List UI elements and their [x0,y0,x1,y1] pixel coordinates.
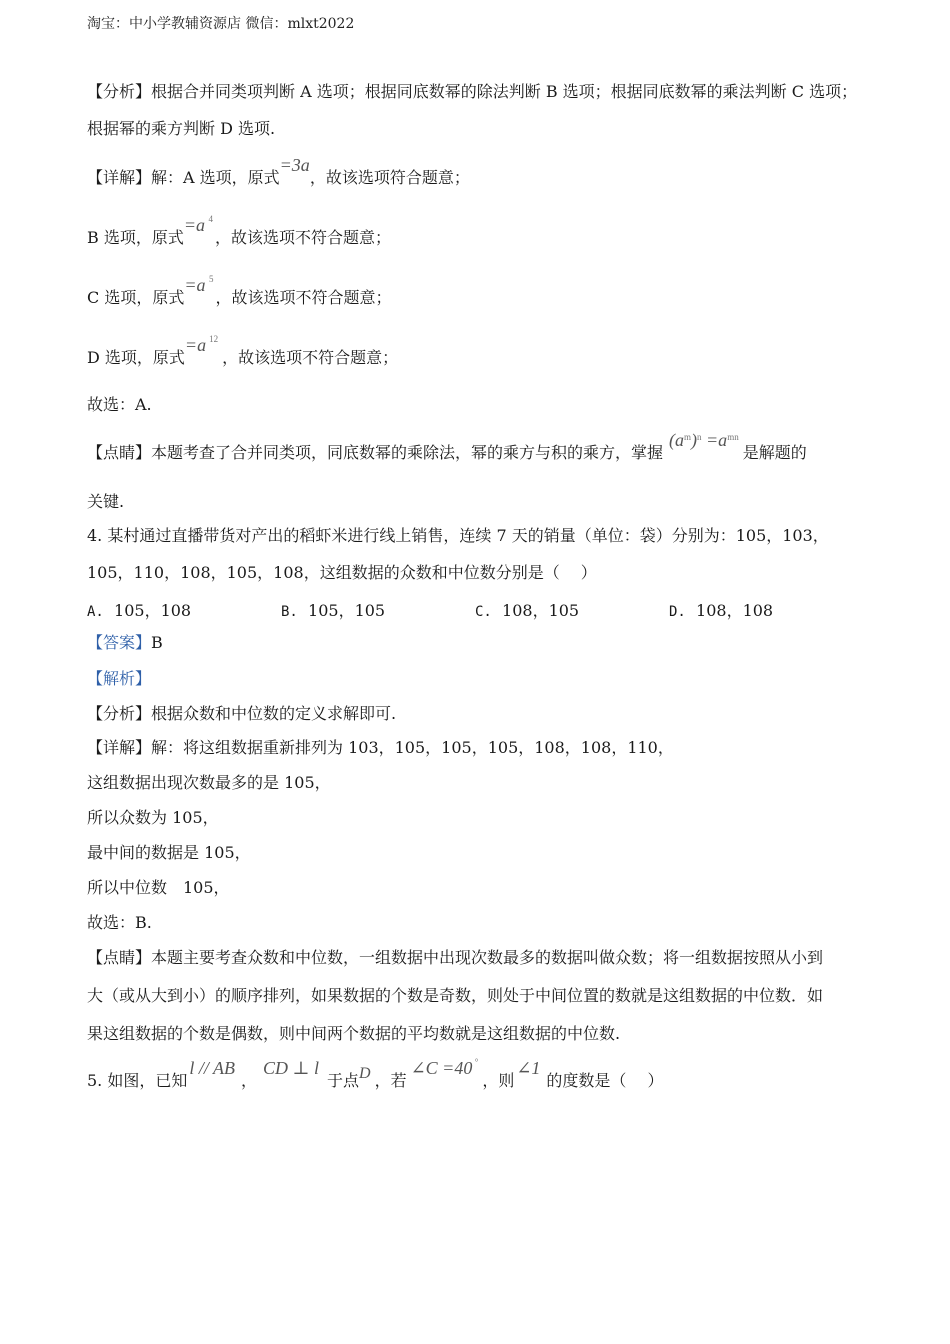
q3-point-formula [669,430,739,453]
q3-c-formula [184,274,214,295]
q4-option-b [281,598,385,621]
q5-math-angle-1 [516,1058,540,1078]
q4-option-a [87,598,191,621]
q4-stem-line2: 105，110，108，105，108，这组数据的众数和中位数分别是（ ） [87,563,597,582]
q3-point-m1: (a [669,430,685,450]
q4-point-line2: 大（或从大到小）的顺序排列，如果数据的个数是奇数，则处于中间位置的数就是这组数据的中位数．如 [87,986,824,1005]
q5-math-angle-c-text: ∠C =40 [410,1058,473,1078]
q3-detail-b [87,214,392,248]
q4-option-b-key: B. [281,604,298,620]
q4-detail-line4: 最中间的数据是 105， [87,843,251,862]
q5-text-point: 于点 [326,1071,359,1090]
q4-detail-line5: 所以中位数 105， [87,878,230,897]
q4-point-line3: 果这组数据的个数是偶数，则中间两个数据的平均数就是这组数据的中位数. [87,1024,621,1043]
q4-answer-label: 【答案】 [87,633,152,652]
q4-point-line1: 【点睛】本题主要考查众数和中位数，一组数据中出现次数最多的数据叫做众数；将一组数据按照从小到 [87,948,824,967]
q3-b-formula [183,214,214,235]
page-header: 淘宝：中小学教辅资源店 微信：mlxt2022 [87,16,355,32]
q5-prefix: 5. 如图，已知 [87,1071,188,1090]
q4-detail-line3: 所以众数为 105， [87,808,219,827]
q3-point-e3: mn [727,432,739,442]
q3-point-e1: m [684,432,692,442]
q5-sep1: ， [241,1071,258,1090]
q4-option-c-key: C. [475,604,492,620]
q5-math-angle-c [410,1057,479,1078]
q4-option-a-text: 105，108 [114,601,192,620]
q4-option-b-text: 105，105 [308,601,386,620]
q4-analysis: 【分析】根据众数和中位数的定义求解即可. [87,704,397,723]
q4-choose: 故选：B. [87,913,152,932]
q3-d-formula [184,334,219,355]
q5-math-d [359,1064,371,1084]
q3-detail-a-formula [280,155,310,175]
q3-c-math: =a [184,275,206,295]
q5-suffix: 的度数是（ ） [546,1071,664,1090]
q4-detail-line1: 【详解】解：将这组数据重新排列为 103，105，105，105，108，108，110， [87,738,674,757]
q3-d-suffix: ，故该选项不符合题意； [222,348,399,367]
q3-b-math: =a [183,215,206,235]
q3-point-e2: n [697,432,702,442]
q5-math-parallel-text: l // AB [189,1058,236,1078]
q5-math-angle-1-text: ∠1 [516,1058,541,1078]
q3-point-suffix: 是解题的 [742,443,807,462]
q3-analysis-line1: 【分析】根据合并同类项判断 A 选项；根据同底数幂的除法判断 B 选项；根据同底数幂的乘法判断 C 选项； [87,82,858,101]
q4-option-a-key: A. [87,604,104,620]
q3-point-line2: 关键. [87,492,125,511]
q3-analysis-line2: 根据幂的乘方判断 D 选项. [87,119,276,138]
q3-c-prefix: C 选项，原式 [87,288,185,307]
q4-answer [87,633,163,653]
q3-point [87,430,807,465]
q3-point-m2: ) [691,430,698,450]
q4-option-d-key: D. [669,604,686,620]
q3-b-exponent: 4 [208,214,214,224]
q5-text-if: ，若 [374,1071,407,1090]
q5-degree: ° [474,1057,479,1067]
q4-detail-line2: 这组数据出现次数最多的是 105， [87,773,331,792]
q3-d-prefix: D 选项，原式 [87,348,185,367]
q4-answer-value: B [151,633,163,652]
q4-jiexi-label: 【解析】 [87,669,152,688]
q3-detail-a-prefix: 【详解】解：A 选项，原式 [87,168,280,187]
q5-stem [87,1057,664,1092]
q4-option-c [475,598,579,621]
q3-point-prefix: 【点睛】本题考查了合并同类项，同底数幂的乘除法，幂的乘方与积的乘方，掌握 [87,443,664,462]
q3-d-math: =a [184,335,207,355]
q3-choose: 故选：A. [87,395,152,414]
q4-option-c-text: 108，105 [502,601,580,620]
q3-d-exponent: 12 [209,334,219,344]
q3-detail-a [87,155,470,188]
q3-c-suffix: ，故该选项不符合题意； [215,288,392,307]
q3-detail-d [87,334,399,368]
q3-c-exponent: 5 [209,274,214,284]
q3-point-m3: =a [701,430,728,450]
q3-b-prefix: B 选项，原式 [87,228,184,247]
q4-option-d [669,598,773,621]
q5-text-then: ，则 [482,1071,515,1090]
q4-option-d-text: 108，108 [696,601,774,620]
q5-math-parallel [189,1058,235,1078]
q5-math-d-text: D [359,1065,371,1082]
q3-detail-a-suffix: ，故该选项符合题意； [309,168,470,187]
q5-math-perpendicular [263,1058,319,1078]
q5-math-perpendicular-text: CD ⊥ l [263,1058,319,1078]
q3-b-suffix: ，故该选项不符合题意； [215,228,392,247]
q3-detail-c [87,274,392,308]
q3-detail-a-math: =3a [279,155,310,175]
q4-stem-line1: 4. 某村通过直播带货对产出的稻虾米进行线上销售，连续 7 天的销量（单位：袋）分别为：105，103， [87,526,829,545]
